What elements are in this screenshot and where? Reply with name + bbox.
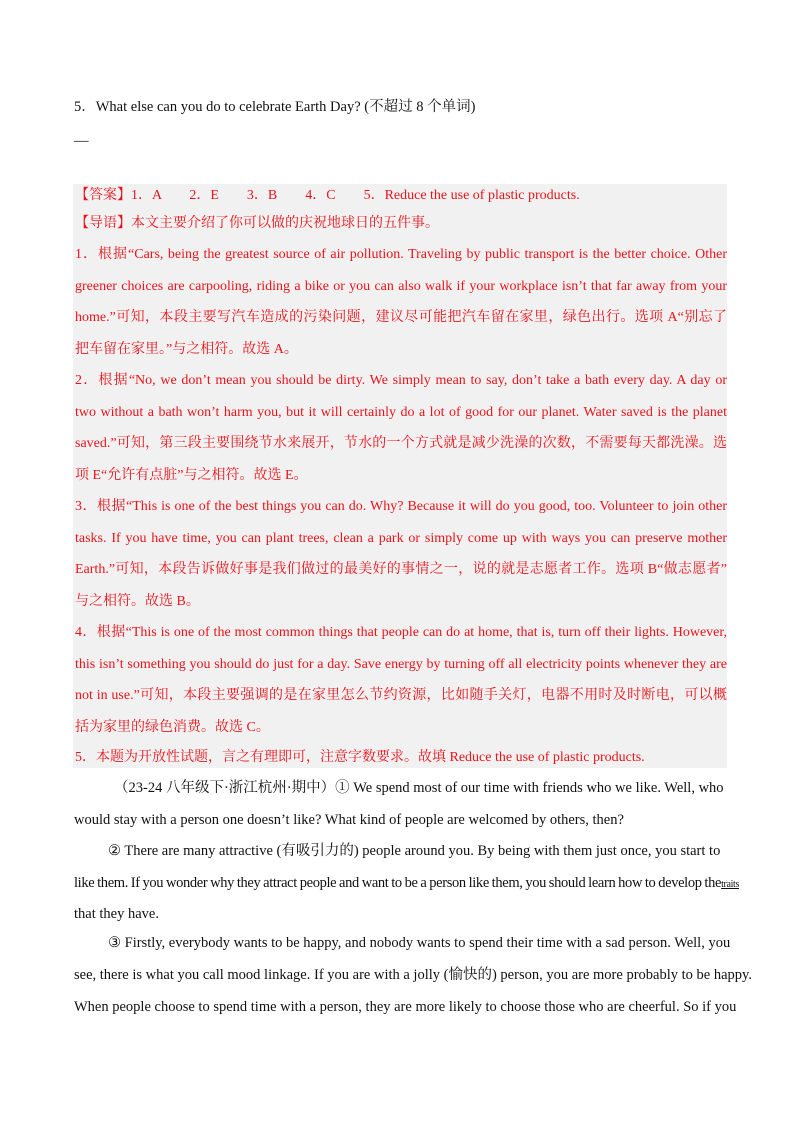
passage-paragraph-2-line-2	[74, 872, 739, 896]
passage-paragraph-1-line-2: would stay with a person one doesn’t like? What kind of people are welcomed by others, then?	[74, 812, 624, 828]
passage-paragraph-3-line-2: see, there is what you call mood linkage. If you are with a jolly (愉快的) person, you are more probably to be happy.	[74, 967, 752, 983]
guide-line: 【导语】本文主要介绍了你可以做的庆祝地球日的五件事。	[75, 216, 439, 231]
explanation-line: 5．本题为开放性试题，言之有理即可，注意字数要求。故填 Reduce the use of plastic products.	[75, 750, 645, 765]
passage-text: like them. If you wonder why they attract people and want to be a person like them, you should learn how to develop the	[74, 875, 722, 891]
answer-key-line: 【答案】1．A 2．E 3．B 4．C 5．Reduce the use of plastic products.	[75, 188, 580, 203]
explanation-line: 把车留在家里。”与之相符。故选 A。	[75, 342, 298, 357]
passage-paragraph-1-line-1: （23-24 八年级下·浙江杭州·期中）① We spend most of our time with friends who we like. Well, who	[114, 780, 724, 796]
underlined-word-traits: traits	[721, 879, 739, 890]
passage-paragraph-2-line-3: that they have.	[74, 906, 159, 922]
passage-paragraph-2-line-1: ② There are many attractive (有吸引力的) people around you. By being with them just once, you start to	[108, 843, 721, 859]
explanation-line: 3．根据“This is one of the best things you can do. Why? Because it will do you good, too. Volunteer to join other	[75, 499, 727, 514]
explanation-line: 项 E“允许有点脏”与之相符。故选 E。	[75, 468, 308, 483]
explanation-line: this isn’t something you should do just for a day. Save energy by turning off all electricity points whenever they are	[75, 657, 727, 672]
explanation-line: Earth.”可知，本段告诉做好事是我们做过的最美好的事情之一，说的就是志愿者工作。选项 B“做志愿者”	[75, 562, 727, 577]
explanation-line: 与之相符。故选 B。	[75, 594, 200, 609]
passage-paragraph-3-line-3: When people choose to spend time with a person, they are more likely to choose those who are cheerful. So if you	[74, 999, 737, 1015]
explanation-line: two without a bath won’t harm you, but it will certainly do a lot of good for our planet. Water saved is the planet	[75, 405, 727, 420]
answer-blank-line: —	[74, 133, 89, 149]
explanation-line: home.”可知，本段主要写汽车造成的污染问题，建议尽可能把汽车留在家里，绿色出行。选项 A“别忘了	[75, 310, 727, 325]
explanation-line: 1．根据“Cars, being the greatest source of air pollution. Traveling by public transport is the better choice. Other	[75, 247, 727, 262]
answer-explanation-box	[73, 184, 727, 768]
explanation-line: tasks. If you have time, you can plant trees, clean a park or simply come up with ways you can preserve mother	[75, 531, 727, 546]
explanation-line: 括为家里的绿色消费。故选 C。	[75, 720, 270, 735]
explanation-line: saved.”可知，第三段主要围绕节水来展开，节水的一个方式就是减少洗澡的次数，不需要每天都洗澡。选	[75, 436, 727, 451]
explanation-line: not in use.”可知，本段主要强调的是在家里怎么节约资源，比如随手关灯，电器不用时及时断电，可以概	[75, 688, 727, 703]
explanation-line: 4．根据“This is one of the most common things that people can do at home, that is, turn off their lights. However,	[75, 625, 727, 640]
question-5: 5．What else can you do to celebrate Earth Day? (不超过 8 个单词)	[74, 99, 476, 115]
explanation-line: 2．根据“No, we don’t mean you should be dirty. We simply mean to say, don’t take a bath every day. A day or	[75, 373, 727, 388]
passage-paragraph-3-line-1: ③ Firstly, everybody wants to be happy, and nobody wants to spend their time with a sad person. Well, you	[108, 935, 731, 951]
explanation-line: greener choices are carpooling, riding a bike or you can also walk if your workplace isn’t that far away from your	[75, 279, 727, 294]
